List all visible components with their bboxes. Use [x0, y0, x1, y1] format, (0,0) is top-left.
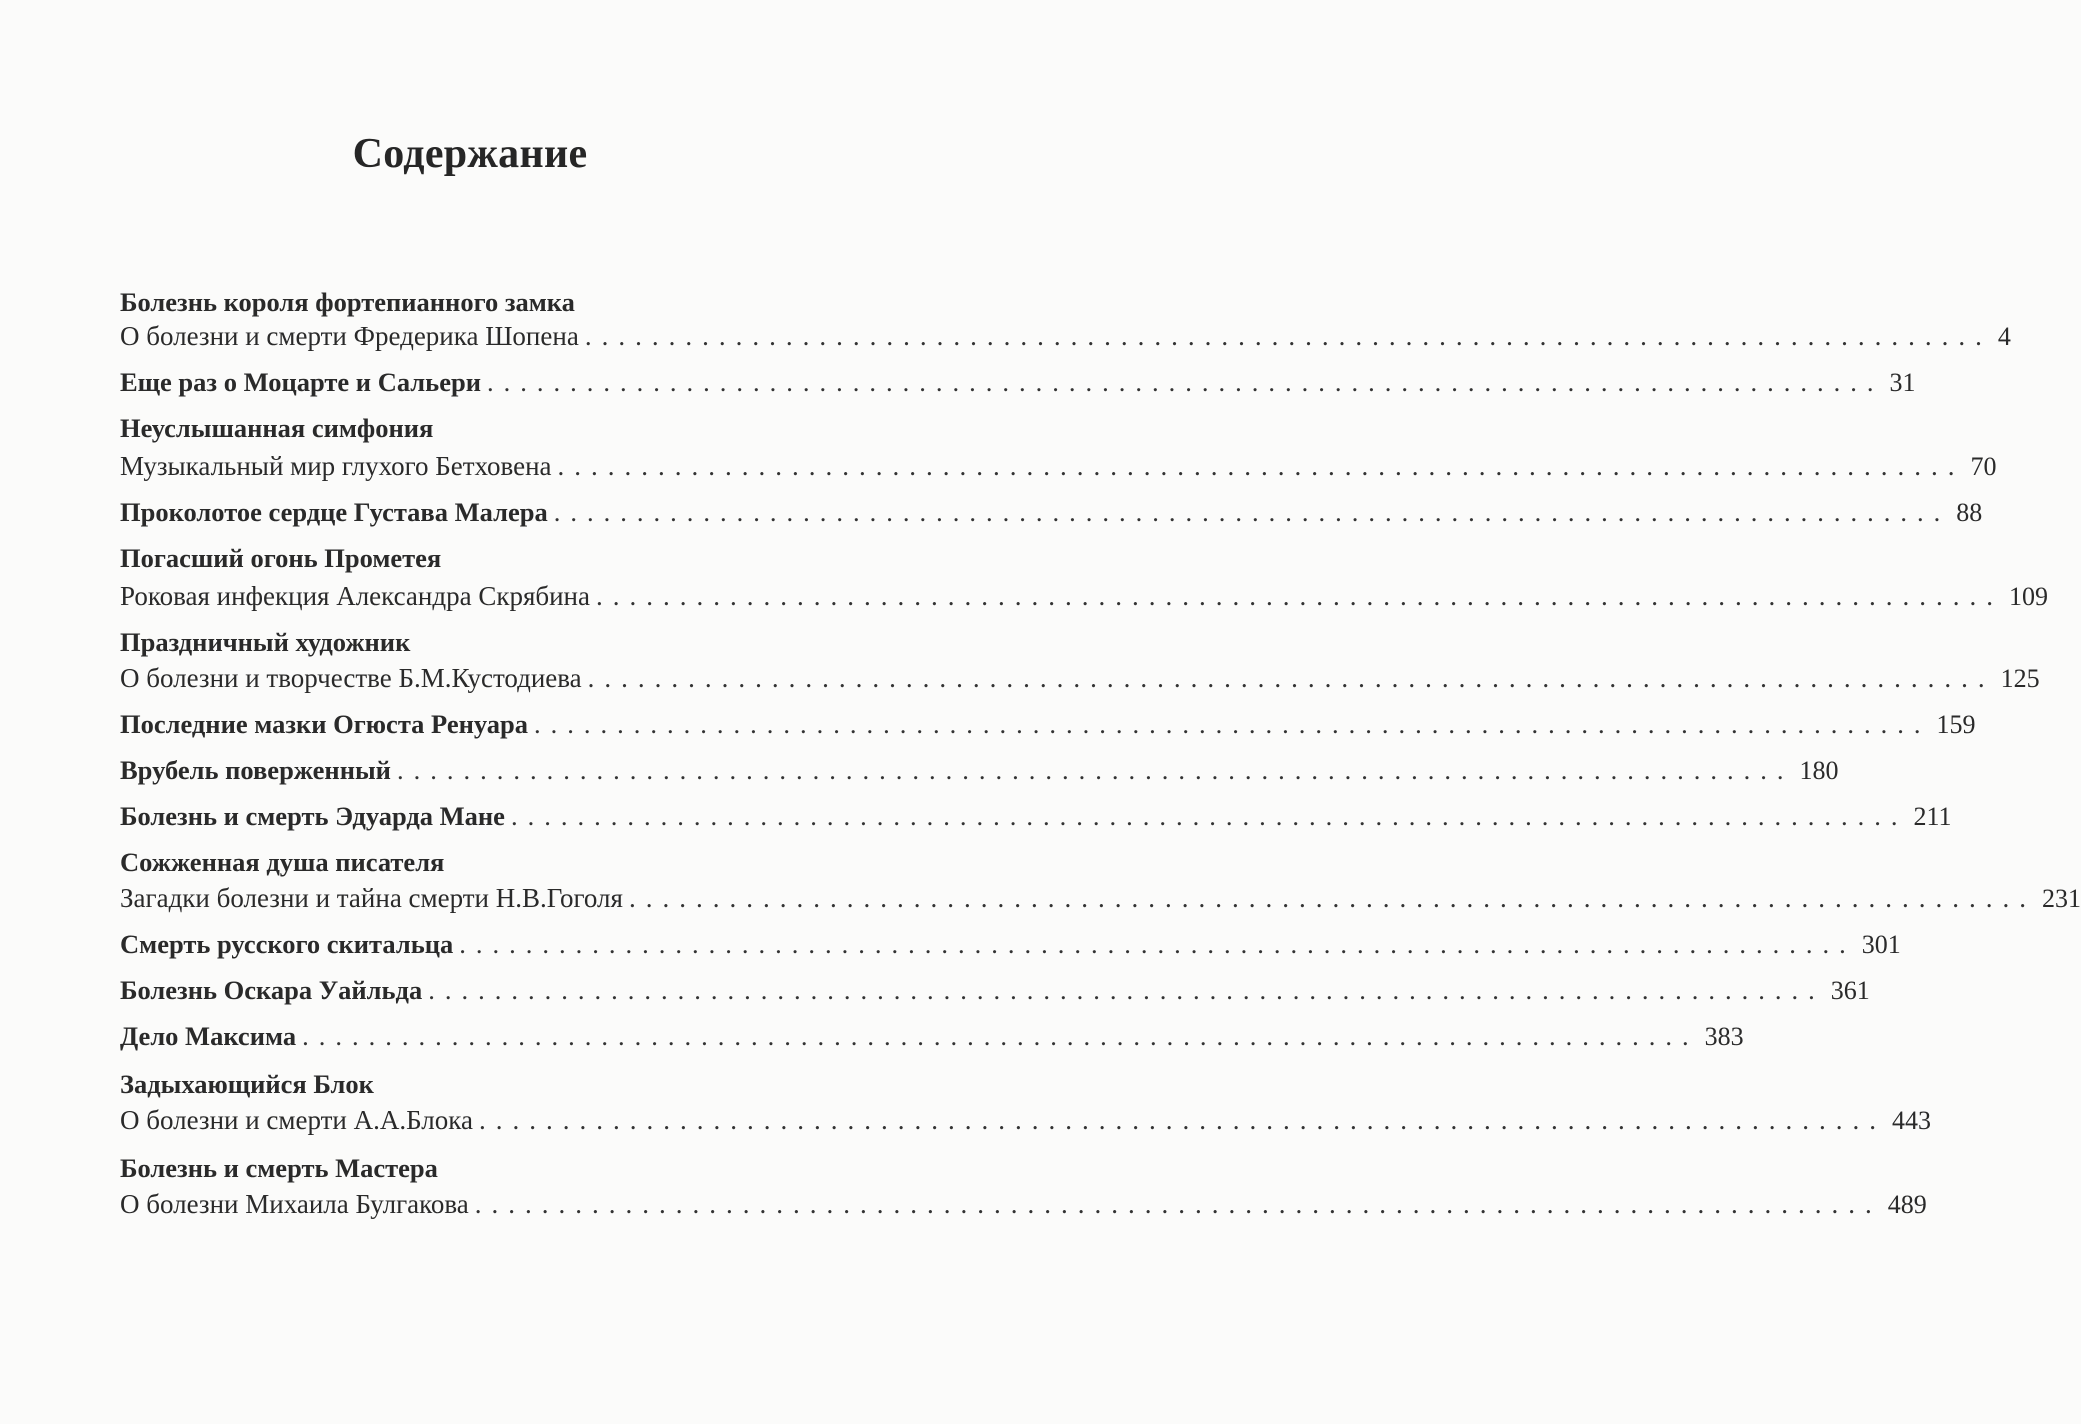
toc-entry-text: Музыкальный мир глухого Бетховена [120, 451, 552, 481]
toc-entry[interactable] [120, 880, 2081, 916]
toc-page-number: 489 [1887, 1190, 1927, 1219]
toc-entry[interactable] [120, 578, 2048, 614]
toc-page-number: 125 [2000, 664, 2040, 693]
toc-entry[interactable] [120, 706, 1976, 742]
toc-entry-text: Еще раз о Моцарте и Сальери [120, 367, 481, 397]
toc-entry-text: Последние мазки Огюста Ренуара [120, 709, 529, 739]
toc-heading [120, 540, 866, 576]
toc-heading-text: Неуслышанная симфония [120, 413, 434, 443]
toc-page-number: 383 [1704, 1022, 1744, 1051]
toc-entry-text: О болезни и смерти А.А.Блока [120, 1105, 473, 1135]
leader-dots: .................................................................................... [510, 801, 1908, 831]
toc-heading-text: Погасший огонь Прометея [120, 543, 442, 573]
toc-heading [120, 1150, 866, 1186]
toc-entry[interactable] [120, 318, 2011, 354]
leader-dots: .................................................................................... [428, 975, 1825, 1005]
leader-dots: .................................................................................... [557, 451, 1965, 481]
toc-page-number: 231 [2041, 884, 2081, 913]
toc-heading-text: Праздничный художник [120, 627, 411, 657]
leader-dots: .................................................................................... [474, 1189, 1882, 1219]
toc-entry[interactable] [120, 494, 1983, 530]
toc-heading [120, 624, 866, 660]
toc-page-number: 180 [1799, 756, 1839, 785]
toc-entry-text: О болезни и творчестве Б.М.Кустодиева [120, 663, 582, 693]
page-title: Содержание [352, 131, 588, 177]
leader-dots: .................................................................................... [595, 581, 2003, 611]
toc-heading [120, 844, 866, 880]
toc-entry[interactable] [120, 926, 1901, 962]
toc-entry-text: Дело Максима [120, 1021, 297, 1051]
toc-page-number: 361 [1830, 976, 1870, 1005]
leader-dots: .................................................................................... [459, 929, 1856, 959]
toc-page-number: 301 [1861, 930, 1901, 959]
leader-dots: .................................................................................... [628, 883, 2036, 913]
toc-page-number: 159 [1936, 710, 1976, 739]
leader-dots: .................................................................................... [584, 321, 1992, 351]
toc-entry-text: Болезнь Оскара Уайльда [120, 975, 423, 1005]
toc-heading-text: Болезнь и смерть Мастера [120, 1153, 438, 1183]
toc-page-number: 211 [1913, 802, 1952, 831]
leader-dots: .................................................................................... [553, 497, 1951, 527]
toc-entry-text: Смерть русского скитальца [120, 929, 454, 959]
toc-entry-text: Врубель поверженный [120, 755, 391, 785]
toc-heading-text: Сожженная душа писателя [120, 847, 445, 877]
leader-dots: .................................................................................... [534, 709, 1931, 739]
toc-entry-text: О болезни и смерти Фредерика Шопена [120, 321, 579, 351]
leader-dots: .................................................................................... [587, 663, 1995, 693]
toc-entry-text: О болезни Михаила Булгакова [120, 1189, 469, 1219]
toc-entry[interactable] [120, 972, 1870, 1008]
toc-entry-text: Роковая инфекция Александра Скрябина [120, 581, 590, 611]
toc-heading [120, 1066, 866, 1102]
toc-heading-text: Задыхающийся Блок [120, 1069, 374, 1099]
toc-page-number: 4 [1997, 322, 2011, 351]
leader-dots: .................................................................................... [478, 1105, 1886, 1135]
toc-page-number: 443 [1891, 1106, 1931, 1135]
toc-entry-text: Загадки болезни и тайна смерти Н.В.Гоголя [120, 883, 623, 913]
toc-entry[interactable] [120, 798, 1952, 834]
toc-entry[interactable] [120, 752, 1839, 788]
toc-entry[interactable] [120, 1102, 1931, 1138]
toc-page-number: 31 [1889, 368, 1916, 397]
toc-entry[interactable] [120, 1186, 1927, 1222]
leader-dots: .................................................................................... [396, 755, 1794, 785]
toc-entry[interactable] [120, 1018, 1744, 1054]
toc-entry[interactable] [120, 364, 1916, 400]
leader-dots: .................................................................................... [302, 1021, 1699, 1051]
toc-entry-text: Проколотое сердце Густава Малера [120, 497, 548, 527]
toc-entry[interactable] [120, 660, 2040, 696]
toc-heading-text: Болезнь короля фортепианного замка [120, 287, 575, 317]
toc-entry[interactable] [120, 448, 1997, 484]
leader-dots: .................................................................................... [486, 367, 1884, 397]
toc-page-number: 88 [1956, 498, 1983, 527]
toc-page-number: 70 [1970, 452, 1997, 481]
toc-heading [120, 410, 866, 446]
toc-page-number: 109 [2008, 582, 2048, 611]
toc-heading [120, 284, 866, 320]
toc-entry-text: Болезнь и смерть Эдуарда Мане [120, 801, 505, 831]
